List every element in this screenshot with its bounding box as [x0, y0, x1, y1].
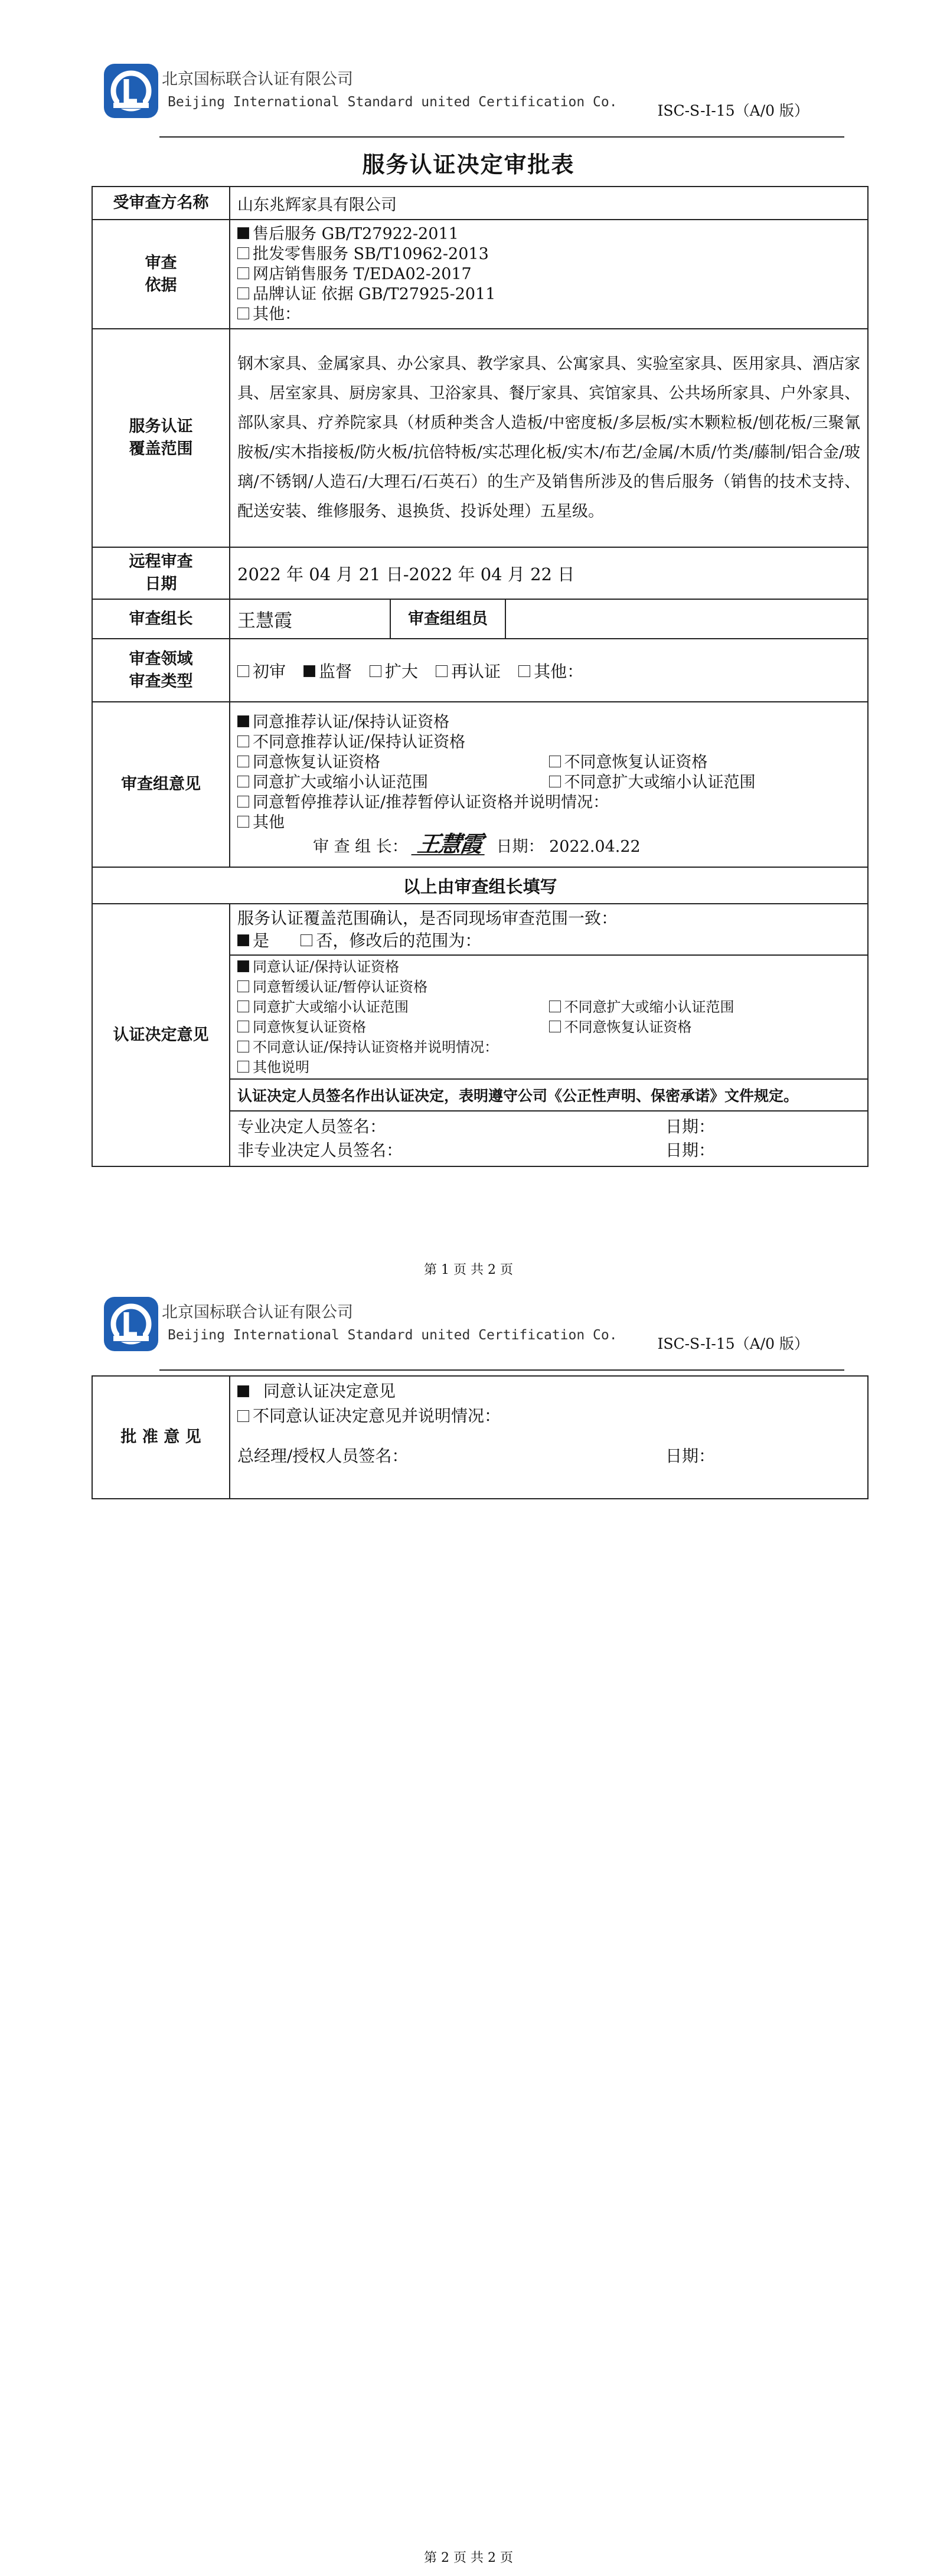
decision-label: 认证决定意见: [92, 904, 230, 1166]
domain-options: [230, 639, 868, 702]
decision-tail-0[interactable]: [237, 1039, 498, 1055]
team-opinion-pair-1-1[interactable]: [549, 773, 756, 792]
domain-option-3-label: 再认证: [451, 661, 501, 681]
header-divider: [159, 136, 844, 138]
team-opinion-pair-0-1-label: 不同意恢复认证资格: [564, 753, 708, 772]
decision-pair-1-0-label: 同意恢复认证资格: [253, 1018, 366, 1035]
domain-option-3[interactable]: [436, 662, 501, 681]
basis-option-2[interactable]: [237, 265, 472, 283]
scope-no-label: 否，修改后的范围为：: [316, 930, 482, 950]
letterhead-page-2: [102, 1291, 844, 1368]
decision-pair-0-0[interactable]: [237, 999, 409, 1015]
members-label: 审查组组员: [390, 599, 505, 639]
scope-yes-checkbox[interactable]: [237, 934, 249, 946]
decision-tail-0-checkbox[interactable]: [237, 1041, 249, 1052]
page-2: [0, 1288, 937, 2576]
basis-option-0-label: 售后服务 GB/T27922-2011: [253, 224, 459, 243]
scope-confirm-question: 服务认证覆盖范围确认，是否同现场审查范围一致：: [237, 908, 618, 928]
team-opinion-pair-1-1-checkbox[interactable]: [549, 776, 561, 787]
decision-pair-1-0[interactable]: [237, 1019, 366, 1035]
company-logo-icon: [102, 61, 161, 120]
team-opinion-pair-0-0-checkbox[interactable]: [237, 756, 249, 767]
basis-option-1-label: 批发零售服务 SB/T10962-2013: [253, 244, 489, 263]
team-opinion-tail-1[interactable]: [237, 813, 285, 832]
applicant-value: 山东兆辉家具有限公司: [230, 187, 868, 220]
company-logo-icon: [102, 1294, 161, 1354]
approve-agree-label: 同意认证决定意见: [263, 1381, 396, 1401]
scope-yes-label: 是: [253, 930, 270, 950]
basis-option-4-checkbox[interactable]: [237, 308, 249, 319]
decision-tail-0-label: 不同意认证/保持认证资格并说明情况：: [253, 1038, 499, 1055]
basis-options: [230, 220, 868, 329]
domain-option-4-checkbox[interactable]: [518, 665, 530, 677]
team-opinion-tail-1-checkbox[interactable]: [237, 816, 249, 828]
domain-option-4-label: 其他：: [534, 661, 584, 681]
company-name-cn: 北京国标联合认证有限公司: [162, 70, 353, 89]
pro-sign-label: 专业决定人员签名：: [237, 1116, 387, 1136]
team-opinion-options: [230, 702, 868, 867]
team-opinion-0-label: 同意推荐认证/保持认证资格: [253, 712, 450, 731]
basis-option-1-checkbox[interactable]: [237, 247, 249, 259]
decision-option-0-label: 同意认证/保持认证资格: [253, 958, 400, 975]
decision-pair-0-0-label: 同意扩大或缩小认证范围: [253, 998, 409, 1015]
decision-pair-1-1-checkbox[interactable]: [549, 1021, 561, 1032]
company-name-en: Beijing International Standard united Certification Co.: [168, 94, 618, 110]
scope-label: 服务认证 覆盖范围: [92, 329, 230, 547]
decision-option-1[interactable]: [237, 979, 427, 995]
team-opinion-pair-0-1[interactable]: [549, 753, 708, 772]
decision-pair-0-1[interactable]: [549, 999, 734, 1015]
approve-agree-checkbox[interactable]: [237, 1385, 249, 1397]
basis-label: 审查 依据: [92, 220, 230, 329]
decision-option-0[interactable]: [237, 959, 399, 975]
approve-disagree-label: 不同意认证决定意见并说明情况：: [253, 1406, 501, 1426]
domain-option-0[interactable]: [237, 662, 286, 681]
domain-option-2-label: 扩大: [385, 661, 419, 681]
team-opinion-pair-0-1-checkbox[interactable]: [549, 756, 561, 767]
document-number: ISC-S-I-15（A/0 版）: [657, 1335, 809, 1352]
domain-option-2-checkbox[interactable]: [370, 665, 381, 677]
team-signature-line: [237, 830, 860, 857]
team-opinion-0[interactable]: [237, 713, 449, 731]
team-opinion-1[interactable]: [237, 733, 465, 751]
scope-confirm-answers: [237, 930, 860, 952]
decision-cell: [230, 904, 868, 1166]
decision-tail-1[interactable]: [237, 1059, 309, 1075]
basis-option-3-checkbox[interactable]: [237, 287, 249, 299]
decision-option-1-label: 同意暂缓认证/暂停认证资格: [253, 978, 428, 995]
basis-option-2-label: 网店销售服务 T/EDA02-2017: [253, 264, 472, 283]
decision-option-1-checkbox[interactable]: [237, 980, 249, 992]
decision-option-0-checkbox[interactable]: [237, 960, 249, 972]
team-opinion-pair-1-0-label: 同意扩大或缩小认证范围: [253, 773, 428, 792]
domain-option-1[interactable]: [303, 662, 352, 681]
team-opinion-tail-0-label: 同意暂停推荐认证/推荐暂停认证资格并说明情况：: [253, 793, 609, 812]
filled-by-leader-note: 以上由审查组长填写: [92, 867, 868, 904]
team-opinion-tail-0[interactable]: [237, 793, 609, 812]
decision-pair-0-1-label: 不同意扩大或缩小认证范围: [564, 998, 734, 1015]
approval-opinion-table: [92, 1375, 869, 1499]
nonpro-date-label: 日期：: [665, 1140, 716, 1160]
domain-option-2[interactable]: [370, 662, 418, 681]
remote-date-value: 2022 年 04 月 21 日-2022 年 04 月 22 日: [230, 547, 868, 599]
team-opinion-1-checkbox[interactable]: [237, 735, 249, 747]
leader-handwritten-signature: 王慧霞: [412, 834, 488, 855]
decision-tail-1-label: 其他说明: [253, 1058, 309, 1075]
approval-label: 批 准 意 见: [92, 1376, 230, 1499]
team-date-label: 日期：: [496, 837, 544, 856]
basis-option-4-label: 其他：: [253, 305, 301, 323]
domain-option-3-checkbox[interactable]: [436, 665, 448, 677]
document-number: ISC-S-I-15（A/0 版）: [657, 102, 809, 119]
decision-note: 认证决定人员签名作出认证决定，表明遵守公司《公正性声明、保密承诺》文件规定。: [230, 1080, 867, 1112]
page-1-footer: 第 1 页 共 2 页: [424, 1263, 513, 1277]
team-opinion-pair-0-0[interactable]: [237, 753, 380, 772]
leader-label: 审查组长: [92, 599, 230, 639]
domain-option-0-label: 初审: [253, 661, 286, 681]
remote-date-label: 远程审查 日期: [92, 547, 230, 599]
approve-disagree-checkbox[interactable]: [237, 1410, 249, 1422]
decision-pair-0-0-checkbox[interactable]: [237, 1001, 249, 1012]
leader-value: 王慧霞: [230, 599, 390, 639]
domain-option-1-label: 监督: [319, 661, 352, 681]
team-opinion-pair-1-1-label: 不同意扩大或缩小认证范围: [564, 773, 756, 792]
decision-options: [230, 956, 867, 1080]
basis-option-1[interactable]: [237, 245, 489, 263]
decision-pair-0-1-checkbox[interactable]: [549, 1001, 561, 1012]
form-title: 服务认证决定审批表: [362, 151, 575, 178]
team-opinion-pair-1-0-checkbox[interactable]: [237, 776, 249, 787]
basis-option-4[interactable]: [237, 305, 301, 323]
team-opinion-pair-0-0-label: 同意恢复认证资格: [253, 753, 380, 772]
domain-option-0-checkbox[interactable]: [237, 665, 249, 677]
team-sign-label: 审 查 组 长：: [313, 837, 408, 856]
letterhead: [102, 58, 844, 135]
team-opinion-tail-1-label: 其他: [253, 813, 285, 832]
company-name-en: Beijing International Standard united Certification Co.: [168, 1328, 618, 1343]
gm-sign-label: 总经理/授权人员签名：: [237, 1446, 409, 1466]
decision-pair-1-1[interactable]: [549, 1019, 692, 1035]
applicant-label: 受审查方名称: [92, 187, 230, 220]
approval-cell: [230, 1376, 868, 1499]
team-opinion-0-checkbox[interactable]: [237, 715, 249, 727]
basis-option-0[interactable]: [237, 225, 459, 243]
decision-pair-1-1-label: 不同意恢复认证资格: [564, 1018, 692, 1035]
approval-form-table: [92, 186, 869, 1167]
decision-pair-1-0-checkbox[interactable]: [237, 1021, 249, 1032]
company-name-cn: 北京国标联合认证有限公司: [162, 1303, 353, 1322]
page-2-footer: 第 2 页 共 2 页: [424, 2551, 513, 2565]
domain-option-1-checkbox[interactable]: [303, 665, 315, 677]
decision-tail-1-checkbox[interactable]: [237, 1061, 249, 1073]
team-opinion-1-label: 不同意推荐认证/保持认证资格: [253, 733, 466, 751]
scope-confirm-block: [230, 905, 867, 956]
basis-option-2-checkbox[interactable]: [237, 267, 249, 279]
basis-option-3-label: 品牌认证 依据 GB/T27925-2011: [253, 285, 496, 303]
scope-no-checkbox[interactable]: [301, 934, 312, 946]
domain-label: 审查领域 审查类型: [92, 639, 230, 702]
gm-date-label: 日期：: [665, 1446, 716, 1466]
basis-option-0-checkbox[interactable]: [237, 227, 249, 239]
team-opinion-pair-1-0[interactable]: [237, 773, 428, 792]
team-date-value: 2022.04.22: [549, 837, 641, 856]
pro-date-label: 日期：: [665, 1116, 716, 1136]
header-divider: [159, 1369, 844, 1371]
scope-text: 钢木家具、金属家具、办公家具、教学家具、公寓家具、实验室家具、医用家具、酒店家具、居室家具、厨房家具、卫浴家具、餐厅家具、宾馆家具、公共场所家具、户外家具、部队家具、疗养院家具（材质种类含人造板/中密度板/多层板/实木颗粒板/刨花板/三聚氰胺板/实木指接板/防火板/抗倍特板/实芯理化板/实木/布艺/金属/木质/竹类/藤制/铝合金/玻璃/不锈钢/人造石/大理石/石英石）的生产及销售所涉及的售后服务（销售的技术支持、配送安装、维修服务、退换货、投诉处理）五星级。: [230, 329, 868, 547]
domain-option-4[interactable]: [518, 662, 583, 681]
members-value: [505, 599, 868, 639]
team-opinion-label: 审查组意见: [92, 702, 230, 867]
decision-signatures: [230, 1112, 867, 1166]
team-opinion-tail-0-checkbox[interactable]: [237, 796, 249, 808]
nonpro-sign-label: 非专业决定人员签名：: [237, 1140, 403, 1160]
basis-option-3[interactable]: [237, 285, 495, 303]
